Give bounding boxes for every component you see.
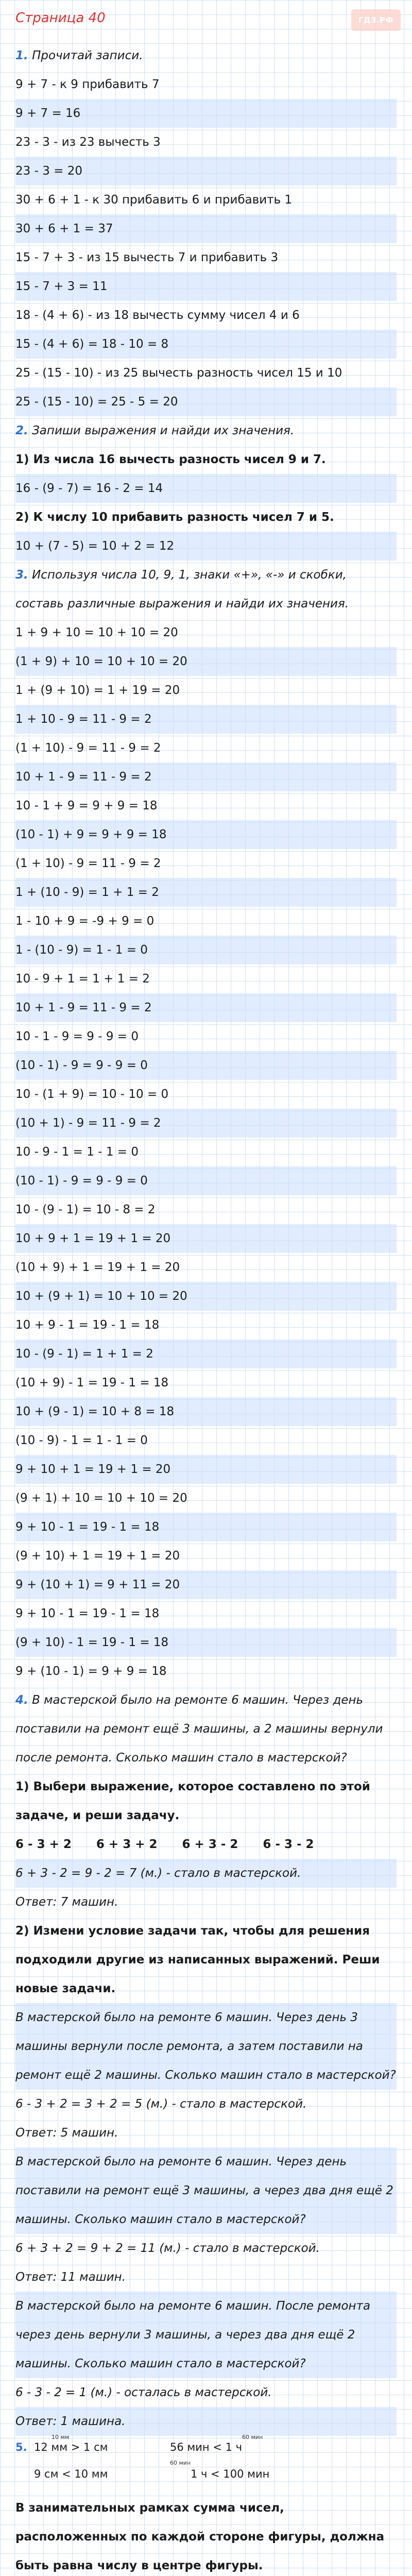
line-text: 1) Выбери выражение, которое составлено по этой задаче, и реши задачу. [15,1780,374,1822]
solution-line [15,993,397,1022]
line-text: 18 - (4 + 6) - из 18 вычесть сумму чисел 4 и 6 [15,309,300,322]
line-text: (9 + 10) - 1 = 19 - 1 = 18 [15,1636,169,1649]
line-text: 6 - 3 + 2 6 + 3 + 2 6 + 3 - 2 6 - 3 - 2 [15,1838,314,1851]
solution-line [15,2378,397,2407]
line-text: 25 - (15 - 10) - из 25 вычесть разность чисел 15 и 10 [15,366,342,380]
line-text: (10 - 1) - 9 = 9 - 9 = 0 [15,1174,148,1188]
task-5-row1-left: 12 мм > 1 см [34,2441,108,2453]
solution-line [15,1513,397,1541]
solution-line [15,2292,397,2378]
line-text: 1 + 9 + 10 = 10 + 10 = 20 [15,626,178,639]
solution-line [15,1830,397,1859]
solution-line [15,2147,397,2234]
line-text: 30 + 6 + 1 - к 30 прибавить 6 и прибавить 1 [15,193,293,207]
solution-line [15,1022,397,1051]
line-text: (10 + 9) + 1 = 19 + 1 = 20 [15,1261,180,1274]
line-text: 10 + (7 - 5) = 10 + 2 = 12 [15,539,175,553]
solution-line [15,1051,397,1080]
solution-line [15,676,397,705]
task-5-number: 5. [15,2441,27,2453]
line-text: 10 - (9 - 1) = 10 - 8 = 2 [15,1203,156,1216]
solution-line [15,99,397,128]
line-text: 23 - 3 - из 23 вычесть 3 [15,135,161,149]
solution-line [15,185,397,214]
line-text: (10 - 9) - 1 = 1 - 1 = 0 [15,1434,148,1447]
line-text: 25 - (15 - 10) = 25 - 5 = 20 [15,395,178,409]
task-heading [15,561,397,618]
line-text: (9 + 1) + 10 = 10 + 10 = 20 [15,1492,187,1505]
solution-line [15,445,397,474]
line-text: 10 - 9 - 1 = 1 - 1 = 0 [15,1145,139,1159]
line-text: 6 - 3 + 2 = 3 + 2 = 5 (м.) - стало в мастерской. [15,2097,307,2111]
solution-line [15,1138,397,1166]
solution-line [15,964,397,993]
line-text: 9 + (10 + 1) = 9 + 11 = 20 [15,1578,180,1591]
line-text: 1 + (10 - 9) = 1 + 1 = 2 [15,886,159,899]
line-text: (10 + 9) - 1 = 19 - 1 = 18 [15,1376,169,1389]
line-text: (9 + 10) + 1 = 19 + 1 = 20 [15,1549,180,1563]
solution-line [15,647,397,676]
line-text: Ответ: 1 машина. [15,2415,126,2428]
solution-line [15,474,397,503]
task-number: 3. [15,568,28,582]
line-text: 10 - 1 + 9 = 9 + 9 = 18 [15,799,158,812]
solution-line [15,907,397,936]
line-text: В мастерской было на ремонте 6 машин. Через день 3 машины вернули после ремонта, а затем поставили на ремонт ещё 2 машины. Сколько машин стало в мастерской? [15,2011,396,2082]
line-text: 1 + (9 + 10) = 1 + 19 = 20 [15,684,180,697]
line-text: (10 - 1) - 9 = 9 - 9 = 0 [15,1059,148,1072]
solution-line [15,330,397,359]
line-text: 10 - 1 - 9 = 9 - 9 = 0 [15,1030,139,1043]
solution-line [15,157,397,185]
line-text: В мастерской было на ремонте 6 машин. После ремонта через день вернули 3 машины, а через два дня ещё 2 машины. Сколько машин стало в мастерской? [15,2299,374,2370]
solution-line [15,734,397,762]
line-text: 10 - 9 + 1 = 1 + 1 = 2 [15,972,150,986]
solution-line [15,1541,397,1570]
line-text: 6 - 3 - 2 = 1 (м.) - осталась в мастерской. [15,2386,272,2399]
solution-line [15,2003,397,2090]
line-text: Запиши выражения и найди их значения. [32,424,295,437]
task-5-row1-right: 56 мин < 1 ч [170,2441,243,2453]
line-text: 10 + 1 - 9 = 11 - 9 = 2 [15,1001,152,1014]
solution-line [15,1570,397,1599]
solution-line [15,272,397,301]
line-text: 10 + (9 - 1) = 10 + 8 = 18 [15,1405,175,1418]
line-text: Прочитай записи. [32,49,143,62]
solution-line [15,2234,397,2263]
solution-line [15,1455,397,1484]
solution-line [15,1888,397,1917]
solution-line [15,1282,397,1311]
line-text: (1 + 10) - 9 = 11 - 9 = 2 [15,857,161,870]
solution-line [15,1195,397,1224]
line-text: Ответ: 5 машин. [15,2126,118,2140]
solution-line [15,1772,397,1830]
solution-line [15,503,397,532]
task-heading [15,1686,397,1772]
watermark-badge: ГДЗ.РФ [351,9,401,31]
line-text: 15 - 7 + 3 = 11 [15,280,108,293]
line-text: Ответ: 7 машин. [15,1895,118,1909]
solution-line [15,243,397,272]
frames-task-title: В занимательных рамках сумма чисел, расположенных по каждой стороне фигуры, должна быть равна числу в центре фигуры. [15,2501,389,2572]
solution-line [15,878,397,907]
line-text: 15 - 7 + 3 - из 15 вычесть 7 и прибавить 3 [15,251,279,264]
solution-line [15,1166,397,1195]
solution-line [15,70,397,99]
solution-line [15,1368,397,1397]
solution-line [15,532,397,561]
solution-line [15,1109,397,1138]
page-label: Страница 40 [15,10,106,26]
line-text: 2) К числу 10 прибавить разность чисел 7 и 5. [15,511,334,524]
line-text: 6 + 3 + 2 = 9 + 2 = 11 (м.) - стало в мастерской. [15,2242,320,2255]
task-5-note-right-bottom: 60 мин [170,2460,191,2466]
task-number: 4. [15,1693,28,1707]
task-heading [15,41,397,70]
line-text: 10 + 1 - 9 = 11 - 9 = 2 [15,770,152,784]
line-text: (10 + 1) - 9 = 11 - 9 = 2 [15,1116,161,1130]
solution-line [15,2407,397,2436]
solution-line [15,791,397,820]
line-text: 10 - (1 + 9) = 10 - 10 = 0 [15,1088,169,1101]
solution-line [15,1599,397,1628]
solution-line [15,387,397,416]
solution-line [15,1859,397,1888]
task-5-row2-right: 1 ч < 100 мин [191,2468,270,2480]
line-text: 9 + 10 - 1 = 19 - 1 = 18 [15,1607,160,1620]
solution-line [15,1484,397,1513]
solution-line [15,936,397,964]
solution-line [15,301,397,330]
solution-line [15,849,397,878]
line-text: 15 - (4 + 6) = 18 - 10 = 8 [15,337,169,351]
task-heading [15,416,397,445]
line-text: 9 + (10 - 1) = 9 + 9 = 18 [15,1665,167,1678]
line-text: 10 - (9 - 1) = 1 + 1 = 2 [15,1347,153,1361]
line-text: 10 + 9 - 1 = 19 - 1 = 18 [15,1318,160,1332]
solution-line [15,1080,397,1109]
line-text: (10 - 1) + 9 = 9 + 9 = 18 [15,828,167,841]
line-text: В мастерской было на ремонте 6 машин. Через день поставили на ремонт ещё 3 машины, а 2 машины вернули после ремонта. Сколько машин стало в мастерской? [15,1693,387,1765]
solution-line [15,1397,397,1426]
solution-line [15,1311,397,1340]
solution-line [15,2119,397,2147]
line-text: 10 + (9 + 1) = 10 + 10 = 20 [15,1290,187,1303]
line-text: В мастерской было на ремонте 6 машин. Через день поставили на ремонт ещё 3 машины, а через два дня ещё 2 машины. Сколько машин стало в мастерской? [15,2155,398,2226]
line-text: Используя числа 10, 9, 1, знаки «+», «-» и скобки, составь различные выражения и найди их значения. [15,568,351,611]
line-text: 1 - 10 + 9 = -9 + 9 = 0 [15,914,154,928]
solution-line [15,1628,397,1657]
line-text: 9 + 7 = 16 [15,107,81,120]
task-5-note-left: 10 мм [52,2434,70,2441]
solution-line [15,1224,397,1253]
task-5-note-right-top: 60 мин [242,2434,263,2441]
solution-line [15,2090,397,2119]
line-text: 30 + 6 + 1 = 37 [15,222,113,235]
solution-line [15,128,397,157]
solution-line [15,618,397,647]
solution-line [15,705,397,734]
solution-line [15,359,397,387]
line-text: 10 + 9 + 1 = 19 + 1 = 20 [15,1232,171,1245]
task-number: 1. [15,49,28,62]
solution-line [15,2263,397,2292]
solution-lines [15,41,397,2436]
line-text: 2) Измени условие задачи так, чтобы для решения подходили другие из написанных выражений. Реши новые задачи. [15,1924,384,1995]
line-text: 1) Из числа 16 вычесть разность чисел 9 и 7. [15,453,326,466]
solution-line [15,762,397,791]
line-text: (1 + 9) + 10 = 10 + 10 = 20 [15,655,187,668]
line-text: 1 - (10 - 9) = 1 - 1 = 0 [15,943,148,957]
line-text: 9 + 7 - к 9 прибавить 7 [15,78,160,91]
solution-line [15,1917,397,2003]
line-text: 6 + 3 - 2 = 9 - 2 = 7 (м.) - стало в мастерской. [15,1867,301,1880]
solution-line [15,1426,397,1455]
line-text: Ответ: 11 машин. [15,2270,126,2284]
line-text: 9 + 10 + 1 = 19 + 1 = 20 [15,1463,171,1476]
line-text: 23 - 3 = 20 [15,164,82,178]
task-5-comparisons [15,2436,397,2494]
solution-line [15,214,397,243]
task-5-row2-left: 9 см < 10 мм [34,2468,108,2480]
solution-line [15,1253,397,1282]
line-text: 9 + 10 - 1 = 19 - 1 = 18 [15,1520,160,1534]
solution-line [15,1340,397,1368]
solution-line [15,820,397,849]
solution-line [15,1657,397,1686]
line-text: 1 + 10 - 9 = 11 - 9 = 2 [15,713,152,726]
line-text: (1 + 10) - 9 = 11 - 9 = 2 [15,741,161,755]
solution-content [15,41,397,2576]
line-text: 16 - (9 - 7) = 16 - 2 = 14 [15,482,163,495]
task-number: 2. [15,424,28,437]
